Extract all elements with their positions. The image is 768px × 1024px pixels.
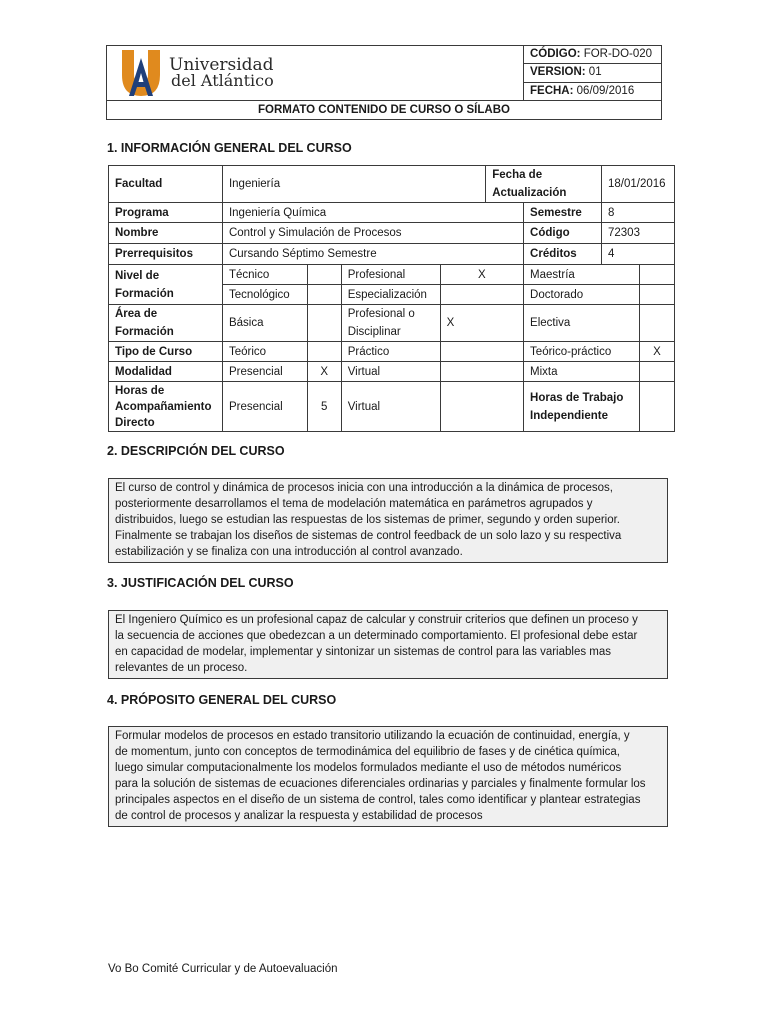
- proposito-line: luego simular computacionalmente los modelos formulados mediante el uso de métodos numéricos: [115, 762, 622, 774]
- practico-option: Práctico: [341, 342, 440, 362]
- semestre-value: 8: [601, 203, 674, 223]
- electiva-option: Electiva: [524, 305, 640, 342]
- university-logo: [119, 48, 163, 98]
- especializacion-mark: [440, 285, 523, 305]
- prerrequisitos-label: Prerrequisitos: [109, 244, 223, 265]
- logo-line-2: del Atlántico: [171, 71, 274, 90]
- nivel-label-line-2: Formación: [115, 287, 174, 300]
- horas-virtual-label: Virtual: [341, 382, 440, 432]
- descripcion-line: posteriormente desarrollamos el tema de modelación matemática en parámetros agrupados y: [115, 498, 593, 510]
- nivel-label-line-1: Nivel de: [115, 269, 160, 282]
- programa-label: Programa: [109, 203, 223, 223]
- justificacion-line: en capacidad de modelar, implementar y sintonizar un sistemas de control para las variables mas: [115, 646, 612, 658]
- fecha-cell: [524, 82, 662, 100]
- section-1-title: 1. INFORMACIÓN GENERAL DEL CURSO: [107, 141, 352, 155]
- creditos-value: 4: [601, 244, 674, 265]
- horas-label-line-2: Acompañamiento: [115, 400, 212, 413]
- creditos-label: Créditos: [524, 244, 602, 265]
- prof-disc-line-2: Disciplinar: [347, 326, 401, 338]
- descripcion-box: [108, 478, 668, 563]
- doctorado-option: Doctorado: [524, 285, 640, 305]
- profesional-disciplinar-option: [341, 305, 440, 342]
- basica-option: Básica: [222, 305, 307, 342]
- presencial-option: Presencial: [222, 362, 307, 382]
- prerrequisitos-value: Cursando Séptimo Semestre: [222, 244, 523, 265]
- practico-mark: [440, 342, 523, 362]
- proposito-line: de momentum, junto con conceptos de termodinámica del equilibrio de fases y de cinética química,: [115, 746, 620, 758]
- maestria-option: Maestría: [524, 265, 640, 285]
- codigo-cell: [524, 46, 662, 64]
- horas-label-line-3: Directo: [115, 416, 155, 429]
- teorico-practico-option: Teórico-práctico: [524, 342, 640, 362]
- teorico-option: Teórico: [222, 342, 307, 362]
- maestria-mark: [639, 265, 674, 285]
- justificacion-line: la secuencia de acciones que obedezcan a un determinado comportamiento. El profesional debe estar: [115, 630, 638, 642]
- virtual-mark: [440, 362, 523, 382]
- doctorado-mark: [639, 285, 674, 305]
- presencial-mark: X: [307, 362, 341, 382]
- document-title: FORMATO CONTENIDO DE CURSO O SÍLABO: [107, 101, 662, 120]
- horas-indep-line-2: Independiente: [530, 409, 608, 422]
- logo-cell: [107, 46, 524, 101]
- horas-indep-line-1: Horas de Trabajo: [530, 391, 624, 404]
- proposito-line: Formular modelos de procesos en estado transitorio utilizando la ecuación de continuidad, energía, y: [115, 730, 630, 742]
- horas-independiente-label: [524, 382, 640, 432]
- programa-value: Ingeniería Química: [222, 203, 523, 223]
- profesional-option: Profesional: [341, 265, 440, 285]
- horas-virtual-value: [440, 382, 523, 432]
- facultad-label: Facultad: [109, 166, 223, 203]
- proposito-box: [108, 726, 668, 827]
- profesional-disciplinar-mark: X: [440, 305, 523, 342]
- tecnico-option: Técnico: [222, 265, 307, 285]
- codigo-value: FOR-DO-020: [583, 48, 653, 61]
- area-label-line-1: Área de: [115, 308, 158, 320]
- descripcion-line: estabilización y se finaliza con una introducción al control avanzado.: [115, 546, 463, 558]
- nombre-value: Control y Simulación de Procesos: [222, 223, 523, 244]
- mixta-option: Mixta: [524, 362, 640, 382]
- teorico-mark: [307, 342, 341, 362]
- descripcion-line: distribuidos, luego se estudian las respuestas de los sistemas de primer, segundo y orden superior.: [115, 514, 621, 526]
- mixta-mark: [639, 362, 674, 382]
- proposito-line: para la solución de sistemas de ecuaciones diferenciales ordinarias y parciales y finalmente formular los: [115, 778, 646, 790]
- descripcion-line: El curso de control y dinámica de procesos inicia con una introducción a la dinámica de procesos,: [115, 482, 613, 494]
- codigo-label: CÓDIGO:: [530, 48, 581, 61]
- horas-independiente-value: [639, 382, 674, 432]
- area-label-line-2: Formación: [115, 326, 174, 338]
- virtual-option: Virtual: [341, 362, 440, 382]
- horas-acompanamiento-label: [109, 382, 223, 432]
- electiva-mark: [639, 305, 674, 342]
- tecnologico-option: Tecnológico: [222, 285, 307, 305]
- tecnologico-mark: [307, 285, 341, 305]
- proposito-line: de control de procesos y analizar la respuesta y estabilidad de procesos: [115, 810, 483, 822]
- logo-line-1: Universidad: [169, 55, 274, 75]
- logo-wordmark: [169, 57, 274, 89]
- justificacion-box: [108, 610, 668, 679]
- modalidad-label: Modalidad: [109, 362, 223, 382]
- footer-approval: Vo Bo Comité Curricular y de Autoevaluación: [108, 963, 338, 975]
- tecnico-mark: [307, 265, 341, 285]
- proposito-line: principales aspectos en el diseño de un sistema de control, tales como identificar y plantear estrategias: [115, 794, 641, 806]
- teorico-practico-mark: X: [639, 342, 674, 362]
- fecha-actualizacion-label: Fecha de Actualización: [486, 166, 602, 203]
- fecha-label: FECHA:: [530, 84, 574, 97]
- basica-mark: [307, 305, 341, 342]
- horas-presencial-value: 5: [307, 382, 341, 432]
- codigo-curso-label: Código: [524, 223, 602, 244]
- version-label: VERSION:: [530, 66, 586, 79]
- facultad-value: Ingeniería: [222, 166, 485, 203]
- version-value: 01: [588, 66, 602, 79]
- fecha-value: 06/09/2016: [576, 84, 635, 97]
- especializacion-option: Especialización: [341, 285, 440, 305]
- fecha-actualizacion-value: 18/01/2016: [601, 166, 674, 203]
- codigo-curso-value: 72303: [601, 223, 674, 244]
- horas-label-line-1: Horas de: [115, 384, 165, 397]
- version-cell: [524, 64, 662, 82]
- semestre-label: Semestre: [524, 203, 602, 223]
- area-formacion-label: [109, 305, 223, 342]
- horas-presencial-label: Presencial: [222, 382, 307, 432]
- document-header: [106, 45, 662, 120]
- section-3-title: 3. JUSTIFICACIÓN DEL CURSO: [107, 576, 294, 590]
- nivel-formacion-label: [109, 265, 223, 305]
- tipo-curso-label: Tipo de Curso: [109, 342, 223, 362]
- course-info-table: [108, 165, 675, 432]
- justificacion-line: El Ingeniero Químico es un profesional capaz de calcular y construir criterios que definen un proceso y: [115, 614, 638, 626]
- prof-disc-line-1: Profesional o: [347, 308, 415, 320]
- section-2-title: 2. DESCRIPCIÓN DEL CURSO: [107, 444, 285, 458]
- nombre-label: Nombre: [109, 223, 223, 244]
- profesional-mark: X: [440, 265, 523, 285]
- justificacion-line: relevantes de un proceso.: [115, 662, 248, 674]
- section-4-title: 4. PRÓPOSITO GENERAL DEL CURSO: [107, 693, 337, 707]
- descripcion-line: Finalmente se trabajan los diseños de sistemas de control feedback de un solo lazo y su respectiva: [115, 530, 622, 542]
